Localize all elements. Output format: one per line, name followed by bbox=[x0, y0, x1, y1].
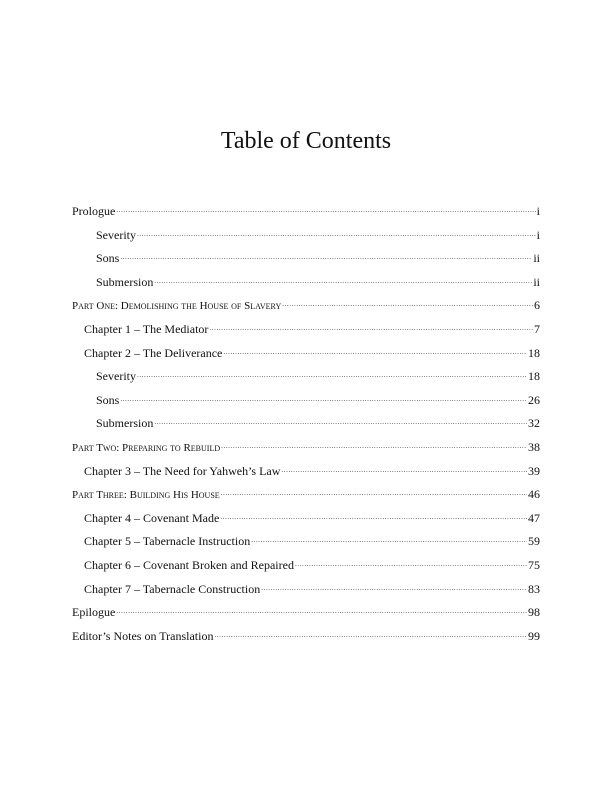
toc-entry-label: Submersion bbox=[96, 416, 154, 431]
toc-entry[interactable] bbox=[72, 365, 540, 389]
toc-entry-page-number: 39 bbox=[528, 463, 540, 478]
toc-entry[interactable] bbox=[72, 224, 540, 248]
toc-entry[interactable] bbox=[72, 389, 540, 413]
toc-entry-label: Chapter 7 – Tabernacle Construction bbox=[84, 581, 261, 596]
toc-dot-leader bbox=[137, 370, 527, 380]
toc-entry[interactable] bbox=[72, 578, 540, 602]
toc-dot-leader bbox=[209, 323, 533, 333]
toc-entry-label: Severity bbox=[96, 369, 136, 384]
toc-dot-leader bbox=[154, 417, 527, 427]
toc-entry[interactable] bbox=[72, 412, 540, 436]
toc-entry-label: Chapter 3 – The Need for Yahweh’s Law bbox=[84, 463, 281, 478]
toc-dot-leader bbox=[251, 535, 527, 545]
toc-entry-page-number: 32 bbox=[528, 416, 540, 431]
toc-entry-label: Severity bbox=[96, 227, 136, 242]
toc-dot-leader bbox=[120, 394, 527, 404]
toc-entry[interactable] bbox=[72, 271, 540, 295]
toc-entry-page-number: ii bbox=[533, 251, 540, 266]
toc-dot-leader bbox=[137, 229, 536, 239]
toc-dot-leader bbox=[295, 559, 527, 569]
toc-entry-page-number: 6 bbox=[534, 298, 540, 313]
toc-entry[interactable] bbox=[72, 342, 540, 366]
toc-entry-label: Chapter 4 – Covenant Made bbox=[84, 510, 220, 525]
toc-entry-label: Epilogue bbox=[72, 605, 116, 620]
toc-entry-label: Editor’s Notes on Translation bbox=[72, 628, 214, 643]
toc-entry-label: Chapter 5 – Tabernacle Instruction bbox=[84, 534, 251, 549]
toc-dot-leader bbox=[154, 276, 532, 286]
toc-entry-label: Submersion bbox=[96, 274, 154, 289]
toc-dot-leader bbox=[223, 347, 527, 357]
toc-entry-label: Chapter 6 – Covenant Broken and Repaired bbox=[84, 557, 294, 572]
toc-dot-leader bbox=[282, 299, 533, 309]
toc-entry[interactable] bbox=[72, 554, 540, 578]
toc-entry-page-number: 18 bbox=[528, 369, 540, 384]
toc-entry-label: Sons bbox=[96, 392, 120, 407]
toc-dot-leader bbox=[116, 205, 535, 215]
toc-entry[interactable] bbox=[72, 625, 540, 649]
page-title: Table of Contents bbox=[220, 128, 392, 154]
toc-entry[interactable] bbox=[72, 436, 540, 460]
toc-entry-page-number: 98 bbox=[528, 605, 540, 620]
toc-entry[interactable] bbox=[72, 507, 540, 531]
toc-entry[interactable] bbox=[72, 318, 540, 342]
toc-entry-page-number: 99 bbox=[528, 628, 540, 643]
toc-entry[interactable] bbox=[72, 247, 540, 271]
toc-dot-leader bbox=[221, 488, 527, 498]
toc-entry-page-number: 46 bbox=[528, 487, 540, 502]
toc-entry-page-number: 18 bbox=[528, 345, 540, 360]
toc-entry-label: Chapter 1 – The Mediator bbox=[84, 321, 209, 336]
toc-entry-page-number: 47 bbox=[528, 510, 540, 525]
table-of-contents bbox=[72, 200, 540, 648]
toc-entry-label: Part Two: Preparing to Rebuild bbox=[72, 441, 221, 454]
toc-entry[interactable] bbox=[72, 530, 540, 554]
toc-dot-leader bbox=[261, 583, 527, 593]
toc-dot-leader bbox=[116, 606, 527, 616]
toc-dot-leader bbox=[221, 441, 527, 451]
toc-entry-label: Sons bbox=[96, 251, 120, 266]
toc-entry-page-number: 75 bbox=[528, 557, 540, 572]
toc-dot-leader bbox=[120, 252, 532, 262]
toc-entry-page-number: 83 bbox=[528, 581, 540, 596]
toc-entry[interactable] bbox=[72, 483, 540, 507]
toc-entry-page-number: i bbox=[536, 204, 540, 218]
toc-entry-label: Prologue bbox=[72, 204, 116, 218]
toc-entry-page-number: 26 bbox=[528, 392, 540, 407]
toc-dot-leader bbox=[281, 465, 527, 475]
toc-dot-leader bbox=[220, 512, 527, 522]
toc-entry-page-number: ii bbox=[533, 274, 540, 289]
toc-entry-page-number: i bbox=[536, 227, 540, 242]
toc-entry-label: Part One: Demolishing the House of Slavery bbox=[72, 300, 282, 313]
toc-entry[interactable] bbox=[72, 601, 540, 625]
toc-entry-label: Chapter 2 – The Deliverance bbox=[84, 345, 223, 360]
toc-entry-page-number: 7 bbox=[534, 321, 540, 336]
toc-entry-page-number: 59 bbox=[528, 534, 540, 549]
toc-entry[interactable] bbox=[72, 294, 540, 318]
toc-entry-page-number: 38 bbox=[528, 439, 540, 454]
toc-entry-label: Part Three: Building His House bbox=[72, 489, 220, 502]
toc-entry[interactable] bbox=[72, 200, 540, 224]
toc-entry[interactable] bbox=[72, 460, 540, 484]
toc-dot-leader bbox=[214, 630, 527, 640]
